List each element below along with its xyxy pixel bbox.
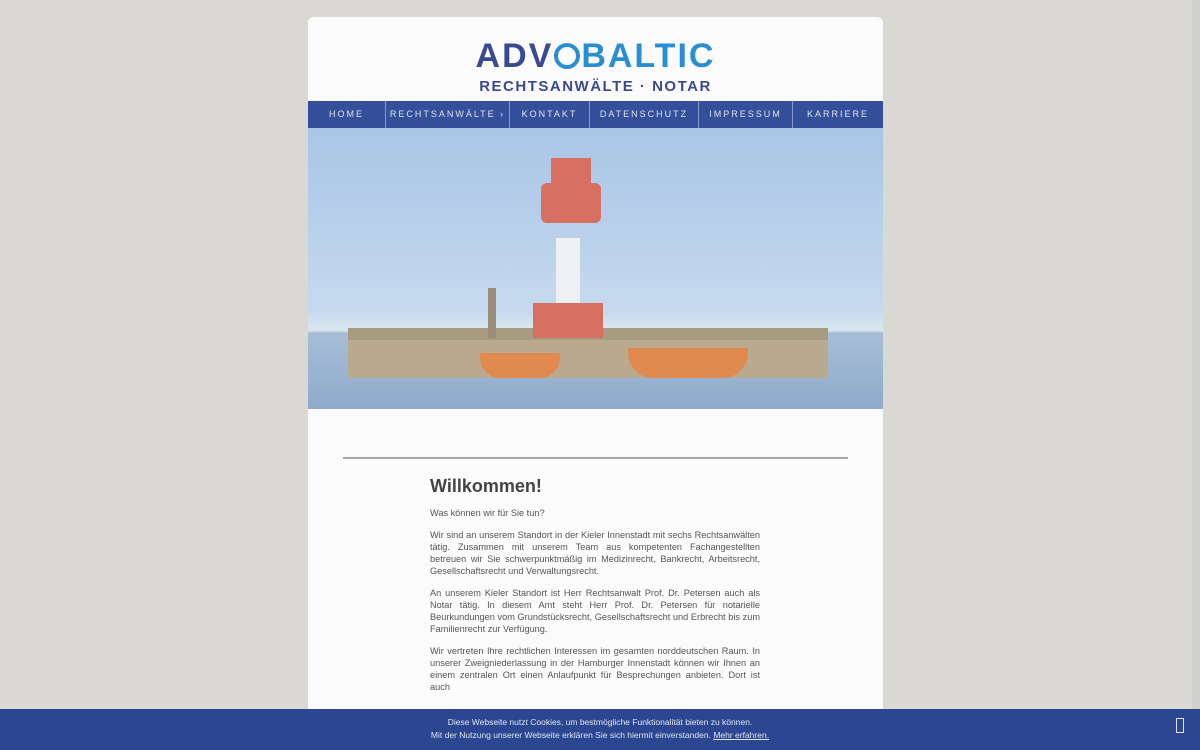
- paragraph: An unserem Kieler Standort ist Herr Rechtsanwalt Prof. Dr. Petersen auch als Notar tätig. In diesem Amt steht Herr Prof. Dr. Petersen für notarielle Beurkundungen vom Grundstücksrecht, Gesellschaftsrecht und Erbrecht bis zum Familienrecht zur Verfügung.: [430, 588, 760, 634]
- more-info-link[interactable]: Mehr erfahren.: [713, 729, 770, 740]
- logo-tagline: RECHTSANWÄLTE · NOTAR: [479, 78, 712, 95]
- nav-rechtsanwaelte[interactable]: RECHTSANWÄLTE ›: [386, 101, 510, 128]
- nav-home[interactable]: HOME: [308, 101, 386, 128]
- paragraph: Was können wir für Sie tun?: [430, 508, 545, 518]
- logo-text-baltic: BALTIC: [581, 37, 716, 75]
- page-title: Willkommen!: [430, 476, 542, 496]
- site-logo[interactable]: [308, 37, 883, 95]
- nav-karriere[interactable]: KARRIERE: [806, 109, 869, 119]
- main-nav: [308, 101, 883, 128]
- main-content: [430, 476, 760, 703]
- close-icon[interactable]: [1176, 718, 1184, 733]
- logo-text-adv: ADV: [475, 37, 554, 75]
- hero-lighthouse-image: [308, 128, 883, 409]
- nav-impressum[interactable]: IMPRESSUM: [699, 101, 793, 128]
- cookie-text: Mit der Nutzung unserer Webseite erklären Sie sich hiermit einverstanden.: [430, 729, 711, 740]
- paragraph: Wir sind an unserem Standort in der Kieler Innenstadt mit sechs Rechtsanwälten tätig. Zusammen mit unserem Team aus kompetenten Fachangestellten betreuen wir Sie schwerpunktmäßig im Medizinrecht, Bankrecht, Arbeitsrecht, Gesellschaftsrecht und Verwaltungsrecht.: [430, 530, 760, 576]
- divider: [343, 457, 848, 459]
- nav-datenschutz[interactable]: DATENSCHUTZ: [590, 101, 699, 128]
- compass-icon: [554, 43, 580, 69]
- paragraph: Wir vertreten Ihre rechtlichen Interessen im gesamten norddeutschen Raum. In unserer Zweigniederlassung in der Hamburger Innenstadt können wir Ihnen an einem zentralen Ort einen Anlaufpunkt für Besprechungen anbieten. Dort ist auch: [430, 646, 760, 692]
- cookie-text: Diese Webseite nutzt Cookies, um bestmögliche Funktionalität bieten zu können.: [447, 717, 753, 727]
- cookie-banner: [0, 709, 1200, 750]
- scrollbar[interactable]: [1192, 0, 1200, 709]
- nav-kontakt[interactable]: KONTAKT: [510, 101, 590, 128]
